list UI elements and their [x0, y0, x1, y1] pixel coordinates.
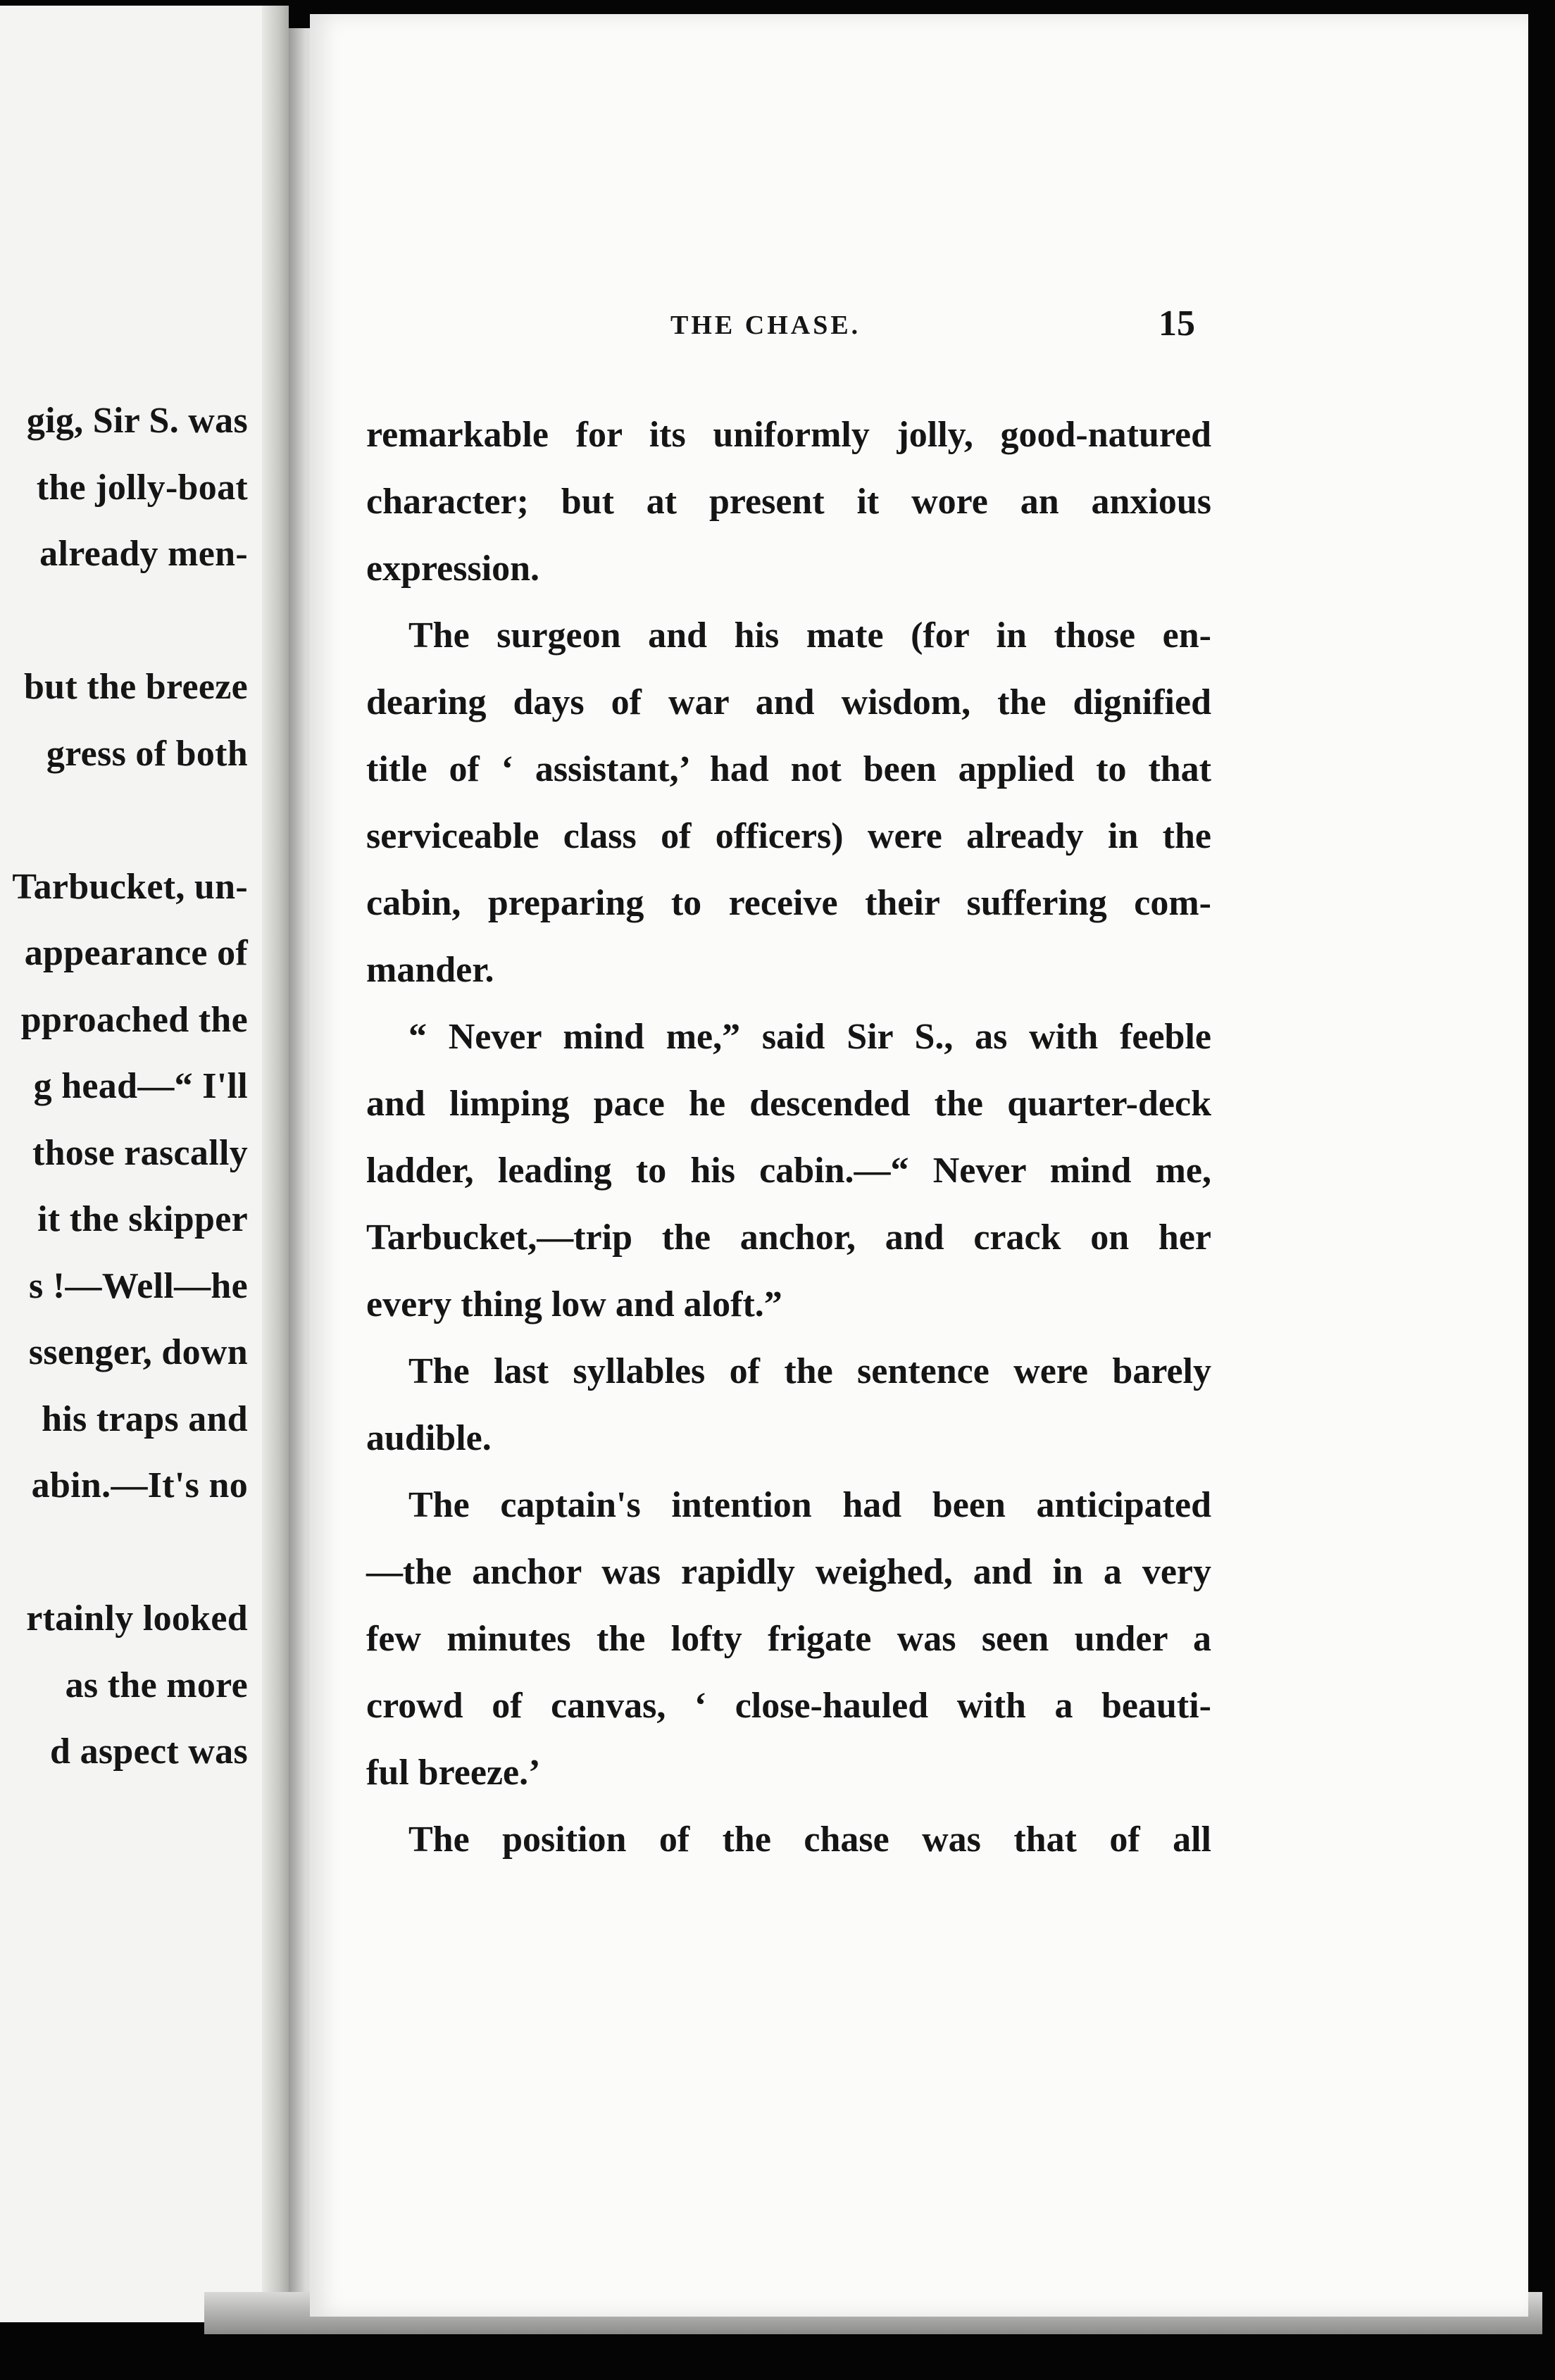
text-line: The position of the chase was that of all	[408, 1820, 1211, 1860]
text-line: dearing days of war and wisdom, the dignified	[366, 682, 1211, 722]
left-page-line: the jolly-boat	[36, 467, 248, 508]
left-page	[0, 6, 289, 2322]
left-page-line: pproached the	[20, 999, 248, 1040]
text-line: every thing low and aloft.”	[366, 1284, 782, 1324]
page-header	[310, 303, 1528, 359]
text-line: expression.	[366, 549, 540, 589]
left-page-line: ssenger, down	[28, 1332, 248, 1372]
left-page-line: gig, Sir S. was	[26, 401, 248, 441]
text-line: The captain's intention had been anticipated	[408, 1485, 1211, 1525]
left-page-line: appearance of	[24, 933, 248, 973]
text-line: Tarbucket,—trip the anchor, and crack on her	[366, 1217, 1211, 1258]
text-line: mander.	[366, 950, 494, 990]
text-line: crowd of canvas, ‘ close-hauled with a beauti-	[366, 1686, 1211, 1726]
left-page-line: but the breeze	[23, 667, 248, 707]
left-page-line: those rascally	[32, 1132, 248, 1173]
left-page-line: abin.—It's no	[31, 1465, 248, 1505]
left-page-line: g head—“ I'll	[33, 1066, 248, 1106]
text-line: The surgeon and his mate (for in those en-	[408, 615, 1211, 656]
text-line: title of ‘ assistant,’ had not been applied to that	[366, 749, 1211, 789]
left-page-line: already men-	[39, 534, 248, 574]
text-line: “ Never mind me,” said Sir S., as with feeble	[408, 1017, 1211, 1057]
left-page-line: rtainly looked	[26, 1598, 248, 1639]
left-page-line: d aspect was	[50, 1731, 248, 1772]
text-line: character; but at present it wore an anxious	[366, 482, 1211, 522]
page-number: 15	[1159, 303, 1195, 344]
left-page-line: s !—Well—he	[29, 1265, 248, 1306]
right-page	[310, 14, 1528, 2317]
text-line: ladder, leading to his cabin.—“ Never mind me,	[366, 1151, 1211, 1191]
left-page-line: gress of both	[46, 733, 248, 774]
left-page-line: his traps and	[42, 1398, 248, 1439]
text-line: ful breeze.’	[366, 1753, 541, 1793]
text-line: remarkable for its uniformly jolly, good-natured	[366, 415, 1211, 455]
text-line: —the anchor was rapidly weighed, and in a very	[366, 1552, 1211, 1592]
text-line: audible.	[366, 1418, 492, 1458]
running-head: THE CHASE.	[670, 311, 861, 340]
left-page-edge-shadow	[262, 6, 289, 2322]
text-line: few minutes the lofty frigate was seen under a	[366, 1619, 1211, 1659]
body-text	[366, 401, 1211, 1873]
text-line: serviceable class of officers) were already in the	[366, 816, 1211, 856]
text-line: and limping pace he descended the quarter-deck	[366, 1084, 1211, 1124]
left-page-line: it the skipper	[37, 1199, 248, 1239]
left-page-line: Tarbucket, un-	[12, 866, 248, 907]
text-line: cabin, preparing to receive their suffering com-	[366, 883, 1211, 923]
left-page-line: as the more	[65, 1665, 248, 1705]
text-line: The last syllables of the sentence were barely	[408, 1351, 1211, 1391]
